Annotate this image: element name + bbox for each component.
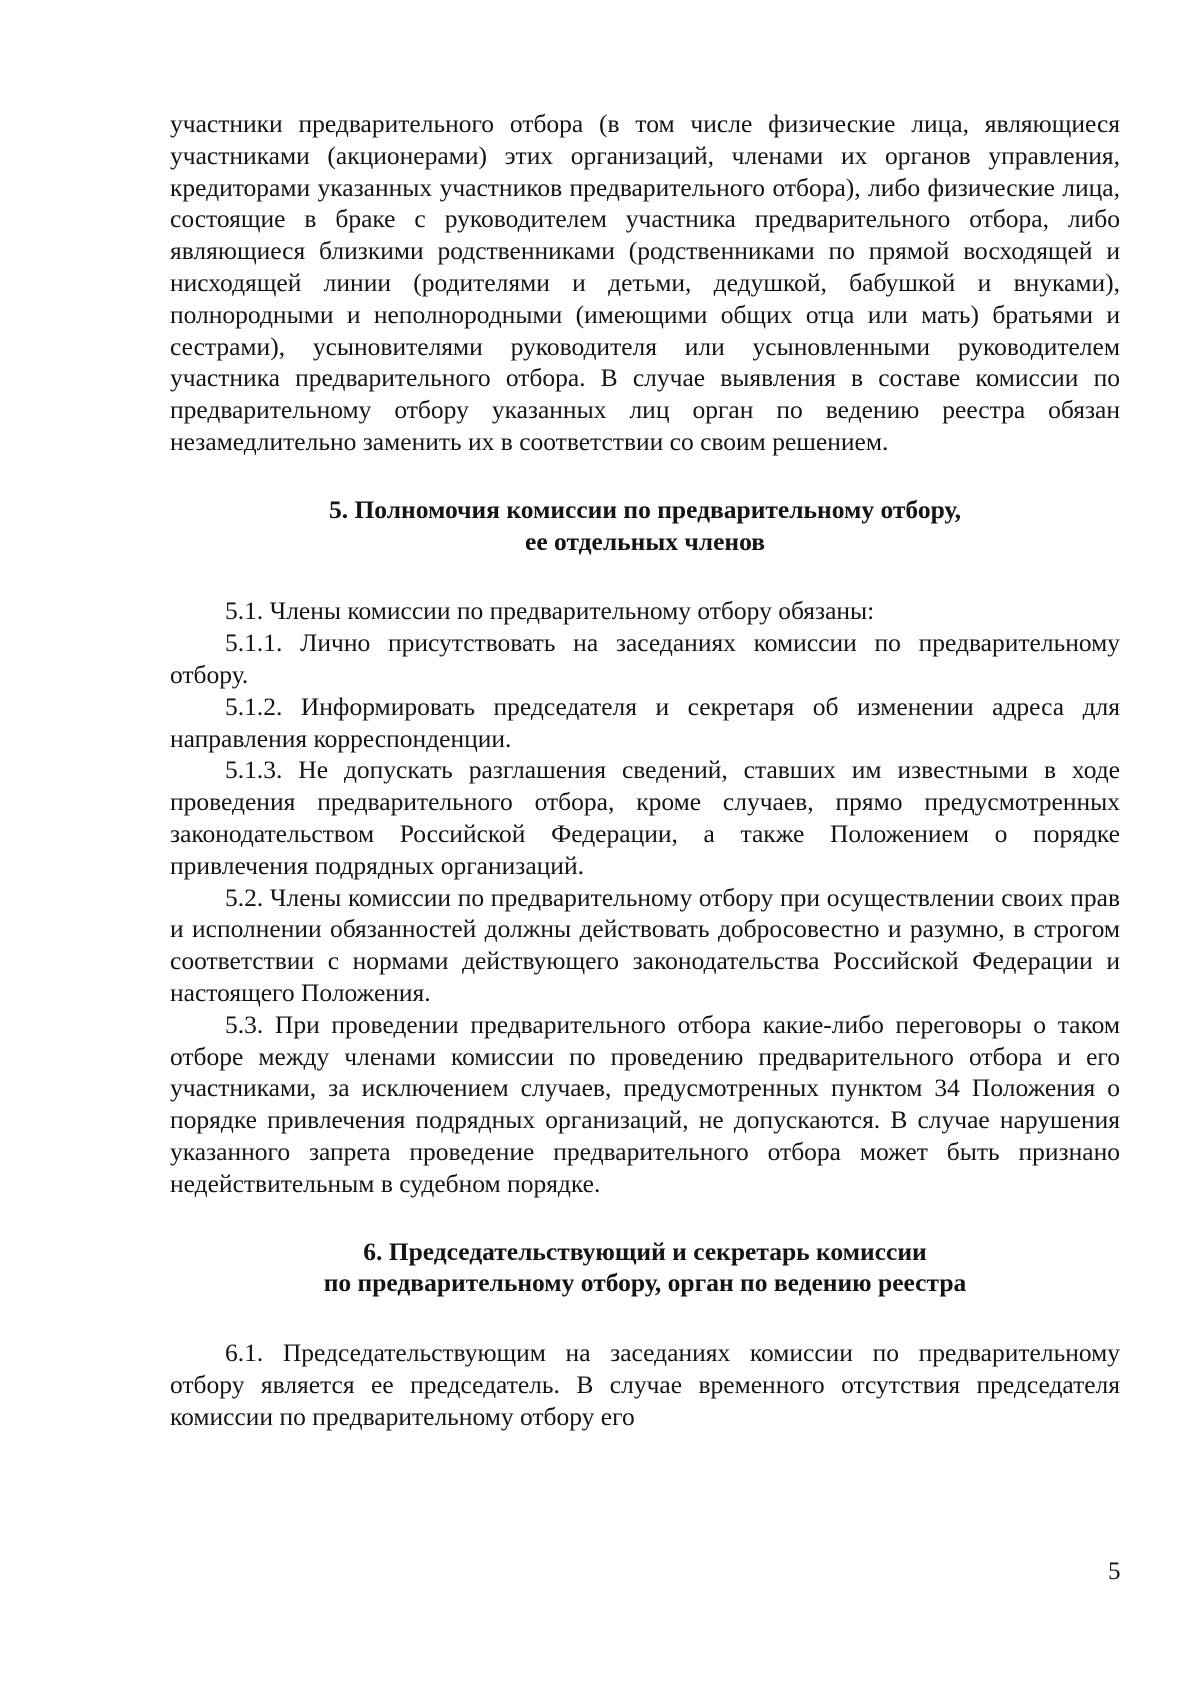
paragraph-5-1-3: 5.1.3. Не допускать разглашения сведений, ставших им известными в ходе проведения предварительного отбора, кроме случаев, прямо предусмотренных законодательством Российской Федерации, а также Положением о порядке привлечения подрядных организаций. bbox=[170, 755, 1120, 880]
section-6-title-line-2: по предварительному отбору, орган по ведению реестра bbox=[323, 1268, 967, 1298]
section-5-heading bbox=[170, 494, 1120, 558]
paragraph-5-1: 5.1. Члены комиссии по предварительному отбору обязаны: bbox=[225, 596, 875, 626]
document-body bbox=[170, 108, 1120, 1432]
continuation-paragraph: участники предварительного отбора (в том числе физические лица, являющиеся участниками (акционерами) этих организаций, членами их органов управления, кредиторами указанных участников предварительного отбора), либо физические лица, состоящие в браке с руководителем участника предварительного отбора, либо являющиеся близкими родственниками (родственниками по прямой восходящей и нисходящей линии (родителями и детьми, дедушкой, бабушкой и внуками), полнородными и неполнородными (имеющими общих отца или мать) братьями и сестрами), усыновителями руководителя или усыновленными руководителем участника предварительного отбора. В случае выявления в составе комиссии по предварительному отбору указанных лиц орган по ведению реестра обязан незамедлительно заменить их в соответствии со своим решением. bbox=[170, 109, 1120, 456]
paragraph-5-1-1: 5.1.1. Лично присутствовать на заседаниях комиссии по предварительному отбору. bbox=[170, 628, 1120, 689]
paragraph-5-1-2: 5.1.2. Информировать председателя и секретаря об изменении адреса для направления корреспонденции. bbox=[170, 691, 1120, 753]
section-5-title-line-2: ее отдельных членов bbox=[525, 526, 765, 556]
page-number: 5 bbox=[1108, 1558, 1121, 1585]
paragraph-6-1: 6.1. Председательствующим на заседаниях комиссии по предварительному отбору является ее председатель. В случае временного отсутствия председателя комиссии по предварительному отбору его bbox=[170, 1338, 1120, 1431]
section-5-title-line-1: 5. Полномочия комиссии по предварительному отбору, bbox=[328, 494, 962, 524]
paragraph-5-2: 5.2. Члены комиссии по предварительному отбору при осуществлении своих прав и исполнении обязанностей должны действовать добросовестно и разумно, в строгом соответствии с нормами действующего законодательства Российской Федерации и настоящего Положения. bbox=[170, 882, 1120, 1007]
section-6-title-line-1: 6. Председательствующий и секретарь комиссии bbox=[363, 1236, 927, 1266]
section-6-heading bbox=[170, 1236, 1120, 1300]
paragraph-5-3: 5.3. При проведении предварительного отбора какие-либо переговоры о таком отборе между членами комиссии по проведению предварительного отбора и его участниками, за исключением случаев, предусмотренных пунктом 34 Положения о порядке привлечения подрядных организаций, не допускаются. В случае нарушения указанного запрета проведение предварительного отбора может быть признано недействительным в судебном порядке. bbox=[170, 1009, 1120, 1198]
